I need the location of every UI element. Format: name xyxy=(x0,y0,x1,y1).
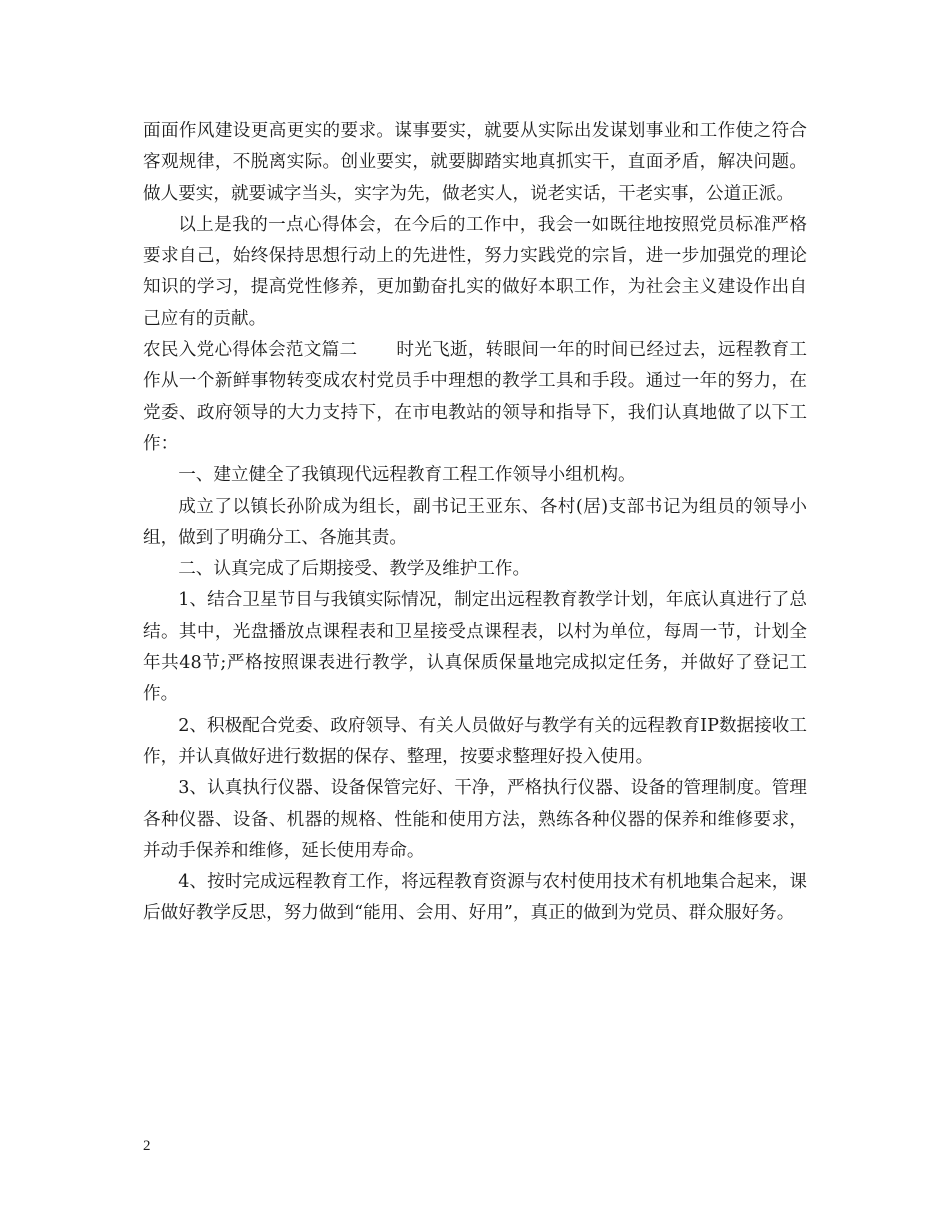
paragraph-point-2: 2、积极配合党委、政府领导、有关人员做好与教学有关的远程教育IP数据接收工作，并认真做好进行数据的保存、整理，按要求整理好投入使用。 xyxy=(143,715,807,767)
document-body xyxy=(143,116,807,930)
paragraph-continuation: 面面作风建设更高更实的要求。谋事要实，就要从实际出发谋划事业和工作使之符合客观规律，不脱离实际。创业要实，就要脚踏实地真抓实干，直面矛盾，解决问题。做人要实，就要诚字当头，实字为先，做老实人，说老实话，干老实事，公道正派。 xyxy=(143,121,807,204)
paragraph-point-3: 3、认真执行仪器、设备保管完好、干净，严格执行仪器、设备的管理制度。管理各种仪器、设备、机器的规格、性能和使用方法，熟练各种仪器的保养和维修要求，并动手保养和维修，延长使用寿命。 xyxy=(143,778,807,861)
page-number: 2 xyxy=(143,1138,151,1154)
paragraph-conclusion: 以上是我的一点心得体会，在今后的工作中，我会一如既往地按照党员标准严格要求自己，始终保持思想行动上的先进性，努力实践党的宗旨，进一步加强党的理论知识的学习，提高党性修养，更加勤奋扎实的做好本职工作，为社会主义建设作出自己应有的贡献。 xyxy=(143,214,807,329)
paragraph-point-4: 4、按时完成远程教育工作，将远程教育资源与农村使用技术有机地集合起来，课后做好教学反思，努力做到“能用、会用、好用”，真正的做到为党员、群众服好务。 xyxy=(143,872,807,924)
paragraph-section-two xyxy=(143,335,807,460)
section-heading: 农民入党心得体会范文篇二 xyxy=(143,340,358,361)
paragraph-item-one-body: 成立了以镇长孙阶成为组长，副书记王亚东、各村(居)支部书记为组员的领导小组，做到了明确分工、各施其责。 xyxy=(143,496,807,548)
paragraph-point-1: 1、结合卫星节目与我镇实际情况，制定出远程教育教学计划，年底认真进行了总结。其中，光盘播放点课程表和卫星接受点课程表，以村为单位，每周一节，计划全年共48节;严格按照课表进行教学，认真保质保量地完成拟定任务，并做好了登记工作。 xyxy=(143,590,807,705)
section-intro-text: 时光飞逝，转眼间一年的时间已经过去，远程教育工作从一个新鲜事物转变成农村党员手中理想的教学工具和手段。通过一年的努力，在党委、政府领导的大力支持下，在市电教站的领导和指导下，我们认真地做了以下工作： xyxy=(143,340,807,454)
paragraph-item-one-title: 一、建立健全了我镇现代远程教育工程工作领导小组机构。 xyxy=(178,465,636,486)
paragraph-item-two-title: 二、认真完成了后期接受、教学及维护工作。 xyxy=(178,559,531,580)
